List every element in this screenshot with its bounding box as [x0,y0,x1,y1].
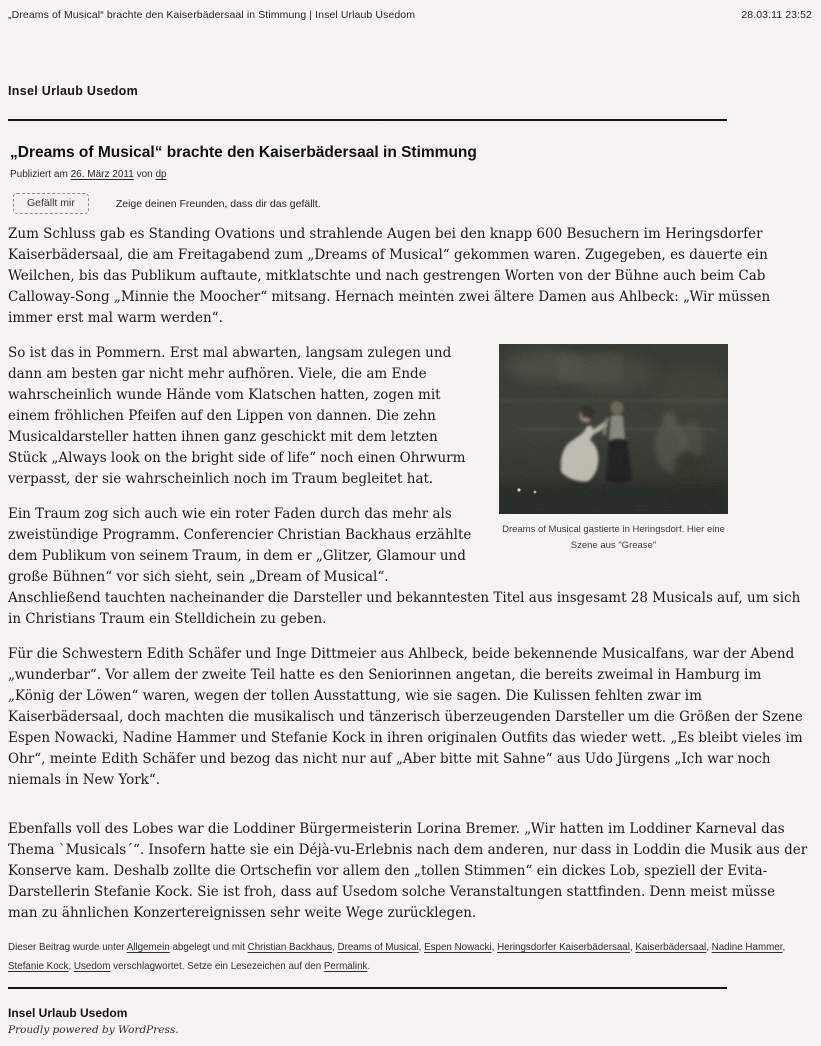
like-prompt: Zeige deinen Freunden, dass dir das gefällt. [115,197,321,210]
article-paragraph: Für die Schwestern Edith Schäfer und Inge Dittmeier aus Ahlbeck, beide bekennende Musicalfans, war der Abend „wunderbar“. Vor allem der zweite Teil hatte es den Seniorinnen angetan, die bereits zweimal in Hamburg im „König der Löwen“ waren, wegen der tollen Ausstattung, wie sie sagen. Die Kulissen fehlten zwar im Kaiserbädersaal, doch machten die musikalisch und tänzerisch überzeugenden Darsteller um die Größen der Szene Espen Nowacki, Nadine Hammer und Stefanie Kock in ihren originalen Outfits das wieder wett. „Es bleibt vieles im Ohr“, meinte Edith Schäfer und bezog das nicht nur auf „Aber bitte mit Sahne“ aus Udo Jürgens „Ich war noch niemals in New York“. [8,646,803,788]
tags-text: abgelegt und mit [169,942,248,953]
tag-link[interactable]: Christian Backhaus [247,942,333,953]
tags-text: , [68,961,74,972]
print-header [0,0,821,21]
tag-link[interactable]: Usedom [73,961,111,972]
print-header-timestamp: 28.03.11 23:52 [741,9,812,21]
article-photo-figure [499,344,728,554]
tag-link[interactable]: Dreams of Musical [337,942,419,953]
photo-caption: Dreams of Musical gastierte in Heringsdorf. Hier eine Szene aus "Grease" [502,524,725,551]
tags-text: , [332,942,338,953]
article-paragraph: So ist das in Pommern. Erst mal abwarten, langsam zulegen und dann am besten gar nicht mehr aufhören. Viele, die am Ende wahrscheinlich wunde Hände vom Klatschen hatten, zogen mit einem fröhlichen Pfeifen auf den Lippen von dannen. Die zehn Musicaldarsteller hatten ihnen ganz geschickt mit dem letzten Stück „Always look on the bright side of life“ noch einen Ohrwurm verpasst, der sie wahrscheinlich noch im Traum begleitet hat. [8,345,466,487]
tags-text: Dieser Beitrag wurde unter [8,942,127,953]
byline [10,169,808,180]
byline-date-link[interactable]: 26. März 2011 [70,169,134,180]
article-paragraph: Zum Schluss gab es Standing Ovations und strahlende Augen bei den knapp 600 Besuchern im Heringsdorfer Kaiserbädersaal, die am Freitagabend zum „Dreams of Musical“ gekommen waren. Zugegeben, es dauerte ein Weilchen, bis das Publikum auftaute, mitklatschte und nach gestrengen Worten von der Bühne auch beim Cab Calloway-Song „Minnie the Moocher“ mitsang. Hernach meinten zwei ältere Damen aus Ahlbeck: „Wir müssen immer erst mal warm werden“. [8,226,771,326]
byline-author-link[interactable]: dp [155,169,167,180]
stage-scene-photo [499,344,728,514]
tags-text: . [367,961,371,972]
footer-divider [8,987,727,989]
entry-meta-tags [8,938,808,976]
tag-link[interactable]: Permalink [323,961,368,972]
tag-link[interactable]: Espen Nowacki [424,942,492,953]
footer-wordpress-credit[interactable]: Proudly powered by WordPress. [8,1024,179,1036]
tags-text: , [782,942,786,953]
tags-text: , [418,942,425,953]
tag-link[interactable]: Nadine Hammer [711,942,783,953]
tag-link[interactable]: Heringsdorfer Kaiserbädersaal [497,942,630,953]
site-title: Insel Urlaub Usedom [8,84,139,98]
tag-link[interactable]: Kaiserbädersaal [635,942,707,953]
article-body [8,224,808,924]
tag-link[interactable]: Allgemein [126,942,170,953]
article-paragraph: Ein Traum zog sich auch wie ein roter Faden durch das mehr als zweistündige Programm. Conferencier Christian Backhaus erzählte dem Publikum von seinem Traum, in dem er „Glitzer, Glamour und große Bühnen“ vor sich sieht, sein „Dream of Musical“. Anschließend tauchten nacheinander die Darsteller und bekanntesten Titel aus insgesamt 28 Musicals auf, um sich in Christians Traum ein Stelldichein zu geben. [8,506,801,627]
tags-text: , [629,942,636,953]
like-button[interactable]: Gefällt mir [13,193,89,214]
page-content [0,84,821,1036]
tag-link[interactable]: Stefanie Kock [8,961,69,972]
header-divider [8,119,727,121]
like-widget [13,193,808,214]
article-paragraph: Ebenfalls voll des Lobes war die Loddiner Bürgermeisterin Lorina Bremer. „Wir hatten im Loddiner Karneval das Thema `Musicals´“. Insofern hatte sie ein Déjà-vu-Erlebnis nach dem anderen, nur dass in Loddin die Musik aus der Konserve kam. Deshalb zollte die Ortschefin vor allem den „tollen Stimmen“ ein dickes Lob, speziell der Evita-Darstellerin Stefanie Kock. Sie ist froh, dass auf Usedom solche Veranstaltungen stattfinden. Denn meist müsse man zu ähnlichen Konzertereignissen sehr weite Wege zurücklegen. [8,821,808,921]
article-title: „Dreams of Musical“ brachte den Kaiserbädersaal in Stimmung [10,144,477,161]
byline-published-label: Publiziert am [10,169,68,180]
tags-text: , [706,942,712,953]
print-header-title: „Dreams of Musical“ brachte den Kaiserbädersaal in Stimmung | Insel Urlaub Usedom [8,9,416,21]
tags-text: verschlagwortet. Setze ein Lesezeichen auf den [110,961,324,972]
tags-text: , [491,942,498,953]
byline-author-prefix: von [136,169,153,180]
footer-site-title: Insel Urlaub Usedom [8,1006,128,1020]
